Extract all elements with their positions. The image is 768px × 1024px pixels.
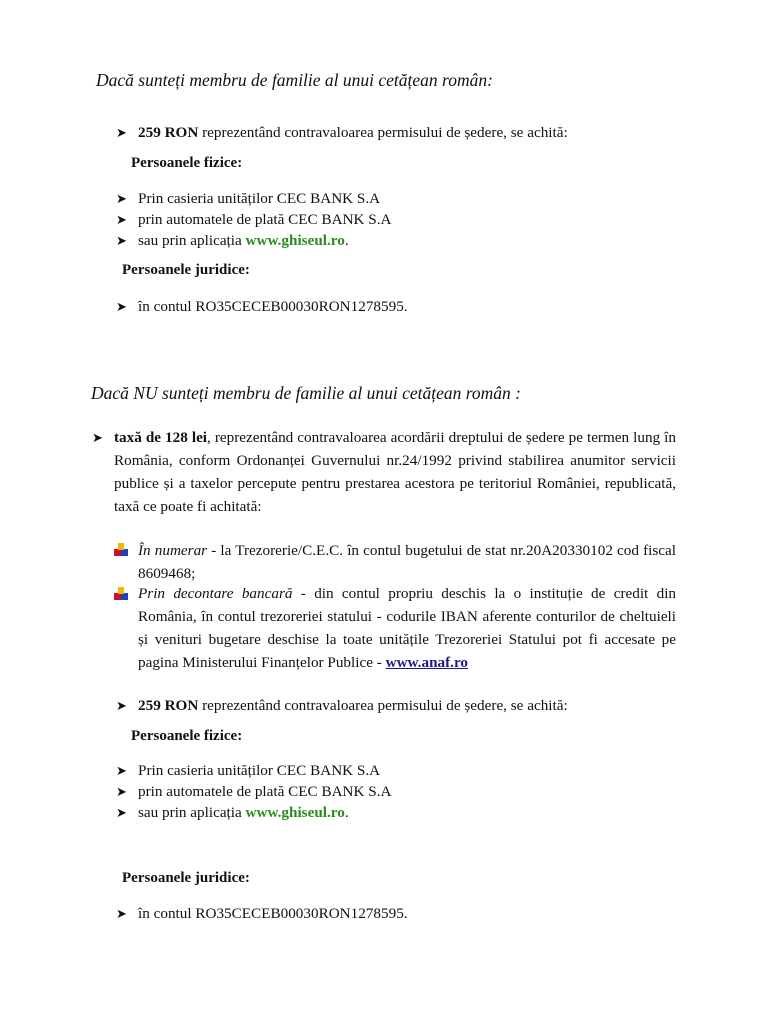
- fee-amount: 259 RON: [138, 697, 199, 714]
- persons-physical-label: Persoanele fizice:: [131, 155, 243, 171]
- arrow-bullet-icon: ➤: [116, 125, 127, 140]
- bank-payment-item: Prin decontare bancară - din contul propriu deschis la o instituție de credit din România, în contul trezoreriei statului - codurile IBAN aferente conturilor de cheltuieli și venituri bugetare deschise la toate unitățile Trezoreriei Statului pot fi accesate pe pagina Ministerului Finanțelor Publice - www.anaf.ro: [138, 585, 677, 671]
- colored-square-bullet-icon: [114, 587, 128, 601]
- arrow-bullet-icon: ➤: [116, 233, 127, 248]
- tax-amount: taxă de 128 lei: [114, 429, 208, 446]
- arrow-bullet-icon: ➤: [116, 698, 127, 713]
- section1-heading: Dacă sunteți membru de familie al unui cetățean român:: [96, 70, 493, 90]
- list-item: ➤ Prin casieria unităților CEC BANK S.A: [116, 190, 381, 207]
- arrow-bullet-icon: ➤: [116, 299, 127, 314]
- legal-item: ➤ în contul RO35CECEB00030RON1278595.: [116, 905, 408, 922]
- persons-physical-label: Persoanele fizice:: [131, 728, 243, 744]
- section2-heading: Dacă NU sunteți membru de familie al unui cetățean român :: [91, 383, 521, 403]
- arrow-bullet-icon: ➤: [116, 212, 127, 227]
- list-item: ➤ Prin casieria unităților CEC BANK S.A: [116, 762, 381, 779]
- ghiseul-link[interactable]: www.ghiseul.ro: [245, 232, 345, 249]
- arrow-bullet-icon: ➤: [116, 784, 127, 799]
- fee-amount: 259 RON: [138, 124, 199, 141]
- tax-paragraph: taxă de 128 lei, reprezentând contravaloarea acordării dreptului de ședere pe termen lung în România, conform Ordonanței Guvernului nr.24/1992 privind stabilirea anumitor servicii publice și a taxelor percepute pentru prestarea acestora pe teritoriul României, republicată, taxă ce poate fi achitată:: [114, 429, 676, 515]
- ghiseul-link[interactable]: www.ghiseul.ro: [245, 804, 345, 821]
- colored-square-bullet-icon: [114, 543, 128, 557]
- arrow-bullet-icon: ➤: [116, 805, 127, 820]
- list-item: ➤ prin automatele de plată CEC BANK S.A: [116, 211, 392, 228]
- legal-item: ➤ în contul RO35CECEB00030RON1278595.: [116, 298, 408, 315]
- persons-legal-label: Persoanele juridice:: [122, 870, 250, 886]
- persons-legal-label: Persoanele juridice:: [122, 262, 250, 278]
- fee-text: reprezentând contravaloarea permisului de ședere, se achită:: [198, 124, 568, 141]
- list-item: ➤ sau prin aplicația www.ghiseul.ro.: [116, 232, 349, 249]
- cash-payment-item: În numerar - la Trezorerie/C.E.C. în contul bugetului de stat nr.20A20330102 cod fiscal 8609468;: [138, 542, 676, 582]
- section2-fee-line: ➤ 259 RON reprezentând contravaloarea permisului de ședere, se achită:: [116, 697, 568, 714]
- arrow-bullet-icon: ➤: [92, 430, 103, 445]
- arrow-bullet-icon: ➤: [116, 763, 127, 778]
- list-item: ➤ prin automatele de plată CEC BANK S.A: [116, 783, 392, 800]
- section1-fee-line: [116, 124, 568, 142]
- list-item: ➤ sau prin aplicația www.ghiseul.ro.: [116, 804, 349, 821]
- anaf-link[interactable]: www.anaf.ro: [385, 654, 469, 671]
- arrow-bullet-icon: ➤: [116, 906, 127, 921]
- arrow-bullet-icon: ➤: [116, 191, 127, 206]
